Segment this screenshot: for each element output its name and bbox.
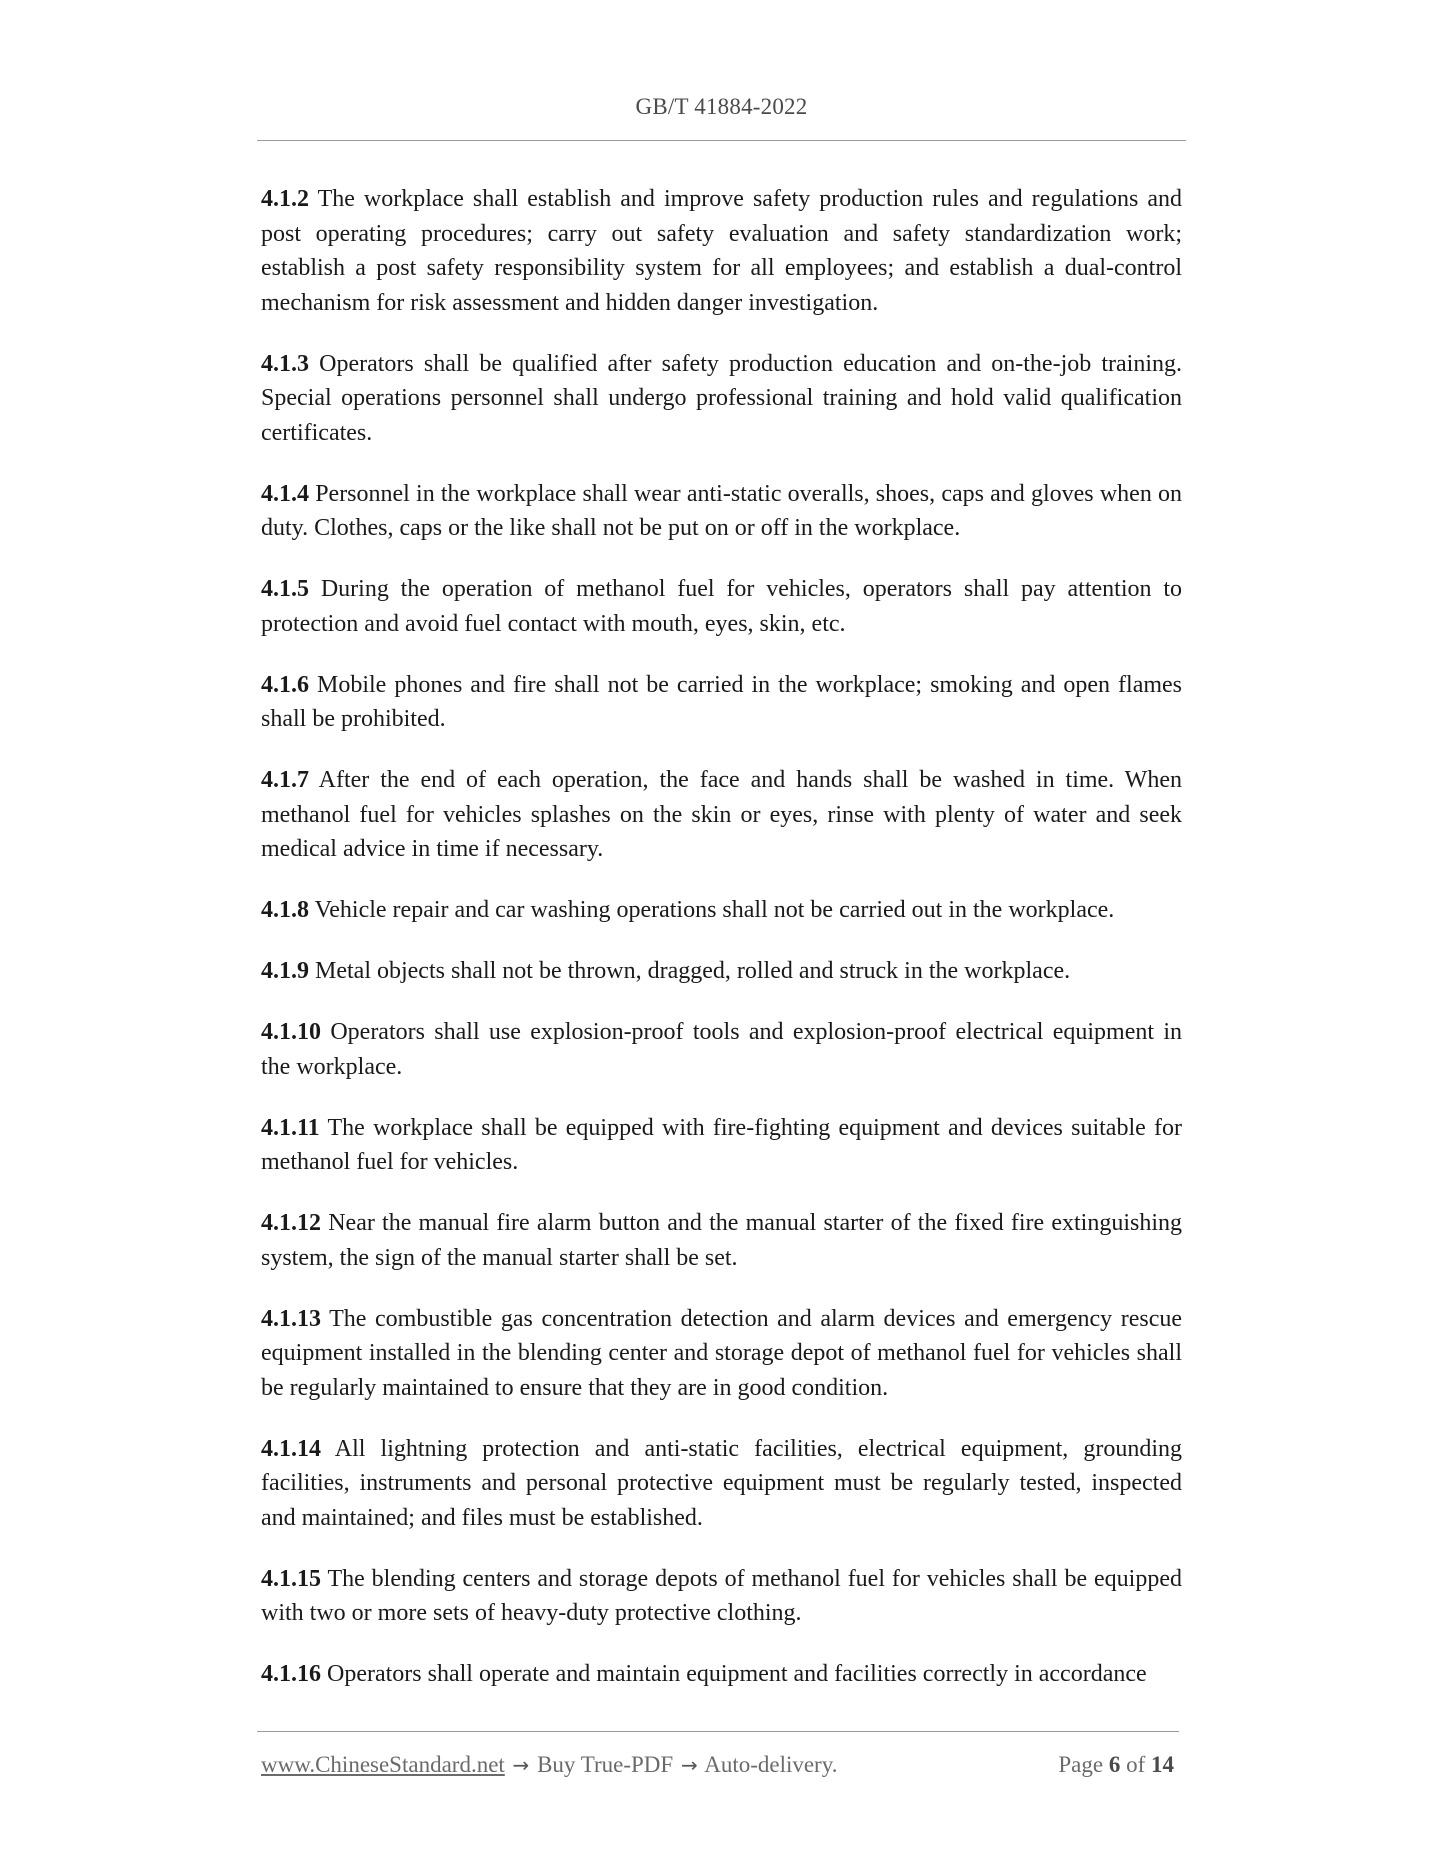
clause-text: Operators shall use explosion-proof tools and explosion-proof electrical equipment in the workplace. <box>261 1019 1182 1080</box>
auto-delivery-text: Auto-delivery. <box>704 1752 838 1777</box>
footer-promo <box>261 1752 837 1778</box>
clause-number: 4.1.10 <box>261 1019 321 1045</box>
clause-number: 4.1.6 <box>261 671 309 698</box>
clause-4-1-13 <box>261 1302 1182 1406</box>
clause-4-1-12 <box>261 1206 1182 1275</box>
clause-number: 4.1.15 <box>261 1565 321 1592</box>
clause-4-1-16 <box>261 1657 1182 1692</box>
page-total: 14 <box>1151 1752 1174 1777</box>
footer-divider <box>257 1731 1179 1732</box>
page-indicator <box>1058 1752 1174 1778</box>
clause-4-1-14 <box>261 1432 1182 1536</box>
clause-number: 4.1.2 <box>261 186 309 212</box>
clause-text: Personnel in the workplace shall wear anti-static overalls, shoes, caps and gloves when on duty. Clothes, caps or the like shall not be put on or off in the workplace. <box>261 480 1183 541</box>
clause-number: 4.1.12 <box>261 1210 321 1236</box>
clause-4-1-6 <box>261 668 1182 737</box>
document-body <box>261 182 1182 1718</box>
clause-4-1-4 <box>261 477 1182 546</box>
clause-number: 4.1.4 <box>261 480 309 507</box>
clause-text: All lightning protection and anti-static facilities, electrical equipment, grounding facilities, instruments and personal protective equipment must be regularly tested, inspected and maintained; and files must be established. <box>261 1435 1182 1531</box>
clause-4-1-5 <box>261 572 1182 641</box>
buy-true-pdf-text: Buy True-PDF <box>537 1752 674 1777</box>
page-current: 6 <box>1108 1752 1121 1777</box>
clause-text: The workplace shall establish and improve safety production rules and regulations and post operating procedures; carry out safety evaluation and safety standardization work; establish a post safety responsibility system for all employees; and establish a dual-control mechanism for risk assessment and hidden danger investigation. <box>261 186 1182 316</box>
header-divider <box>257 140 1186 141</box>
clause-4-1-15 <box>261 1562 1182 1631</box>
clause-4-1-11 <box>261 1111 1182 1180</box>
running-header <box>257 94 1186 120</box>
document-id: GB/T 41884-2022 <box>635 94 808 119</box>
clause-text: During the operation of methanol fuel for vehicles, operators shall pay attention to protection and avoid fuel contact with mouth, eyes, skin, etc. <box>261 576 1182 637</box>
arrow-right-icon: → <box>512 1753 530 1777</box>
clause-number: 4.1.8 <box>261 897 309 923</box>
clause-number: 4.1.13 <box>261 1305 321 1332</box>
page-label: Page <box>1058 1752 1104 1777</box>
site-link[interactable]: www.ChineseStandard.net <box>261 1752 505 1777</box>
clause-text: Near the manual fire alarm button and the manual starter of the fixed fire extinguishing system, the sign of the manual starter shall be set. <box>261 1210 1182 1271</box>
clause-number: 4.1.5 <box>261 576 309 602</box>
clause-4-1-7 <box>261 763 1182 867</box>
clause-number: 4.1.16 <box>261 1661 321 1687</box>
clause-text: Metal objects shall not be thrown, dragged, rolled and struck in the workplace. <box>315 958 1071 984</box>
clause-text: The combustible gas concentration detection and alarm devices and emergency rescue equipment installed in the blending center and storage depot of methanol fuel for vehicles shall be regularly maintained to ensure that they are in good condition. <box>261 1305 1182 1401</box>
clause-text: Operators shall operate and maintain equipment and facilities correctly in accordance <box>327 1661 1147 1687</box>
clause-4-1-8 <box>261 893 1182 928</box>
clause-text: Mobile phones and fire shall not be carried in the workplace; smoking and open flames shall be prohibited. <box>261 671 1183 732</box>
clause-number: 4.1.14 <box>261 1435 321 1462</box>
clause-4-1-3 <box>261 347 1182 451</box>
clause-text: The blending centers and storage depots of methanol fuel for vehicles shall be equipped with two or more sets of heavy-duty protective clothing. <box>261 1565 1182 1626</box>
arrow-right-icon: → <box>680 1753 698 1777</box>
clause-text: The workplace shall be equipped with fire-fighting equipment and devices suitable for methanol fuel for vehicles. <box>261 1114 1182 1175</box>
page-of-label: of <box>1126 1752 1146 1777</box>
clause-text: After the end of each operation, the face and hands shall be washed in time. When methanol fuel for vehicles splashes on the skin or eyes, rinse with plenty of water and seek medical advice in time if necessary. <box>261 767 1182 862</box>
clause-4-1-2 <box>261 182 1182 320</box>
clause-4-1-9 <box>261 954 1182 989</box>
clause-number: 4.1.9 <box>261 958 309 984</box>
clause-text: Operators shall be qualified after safety production education and on-the-job training. Special operations personnel shall undergo professional training and hold valid qualification certificates. <box>261 350 1183 446</box>
clause-text: Vehicle repair and car washing operations shall not be carried out in the workplace. <box>314 897 1115 923</box>
clause-number: 4.1.7 <box>261 767 309 793</box>
clause-4-1-10 <box>261 1015 1182 1084</box>
clause-number: 4.1.3 <box>261 350 309 377</box>
clause-number: 4.1.11 <box>261 1114 320 1141</box>
